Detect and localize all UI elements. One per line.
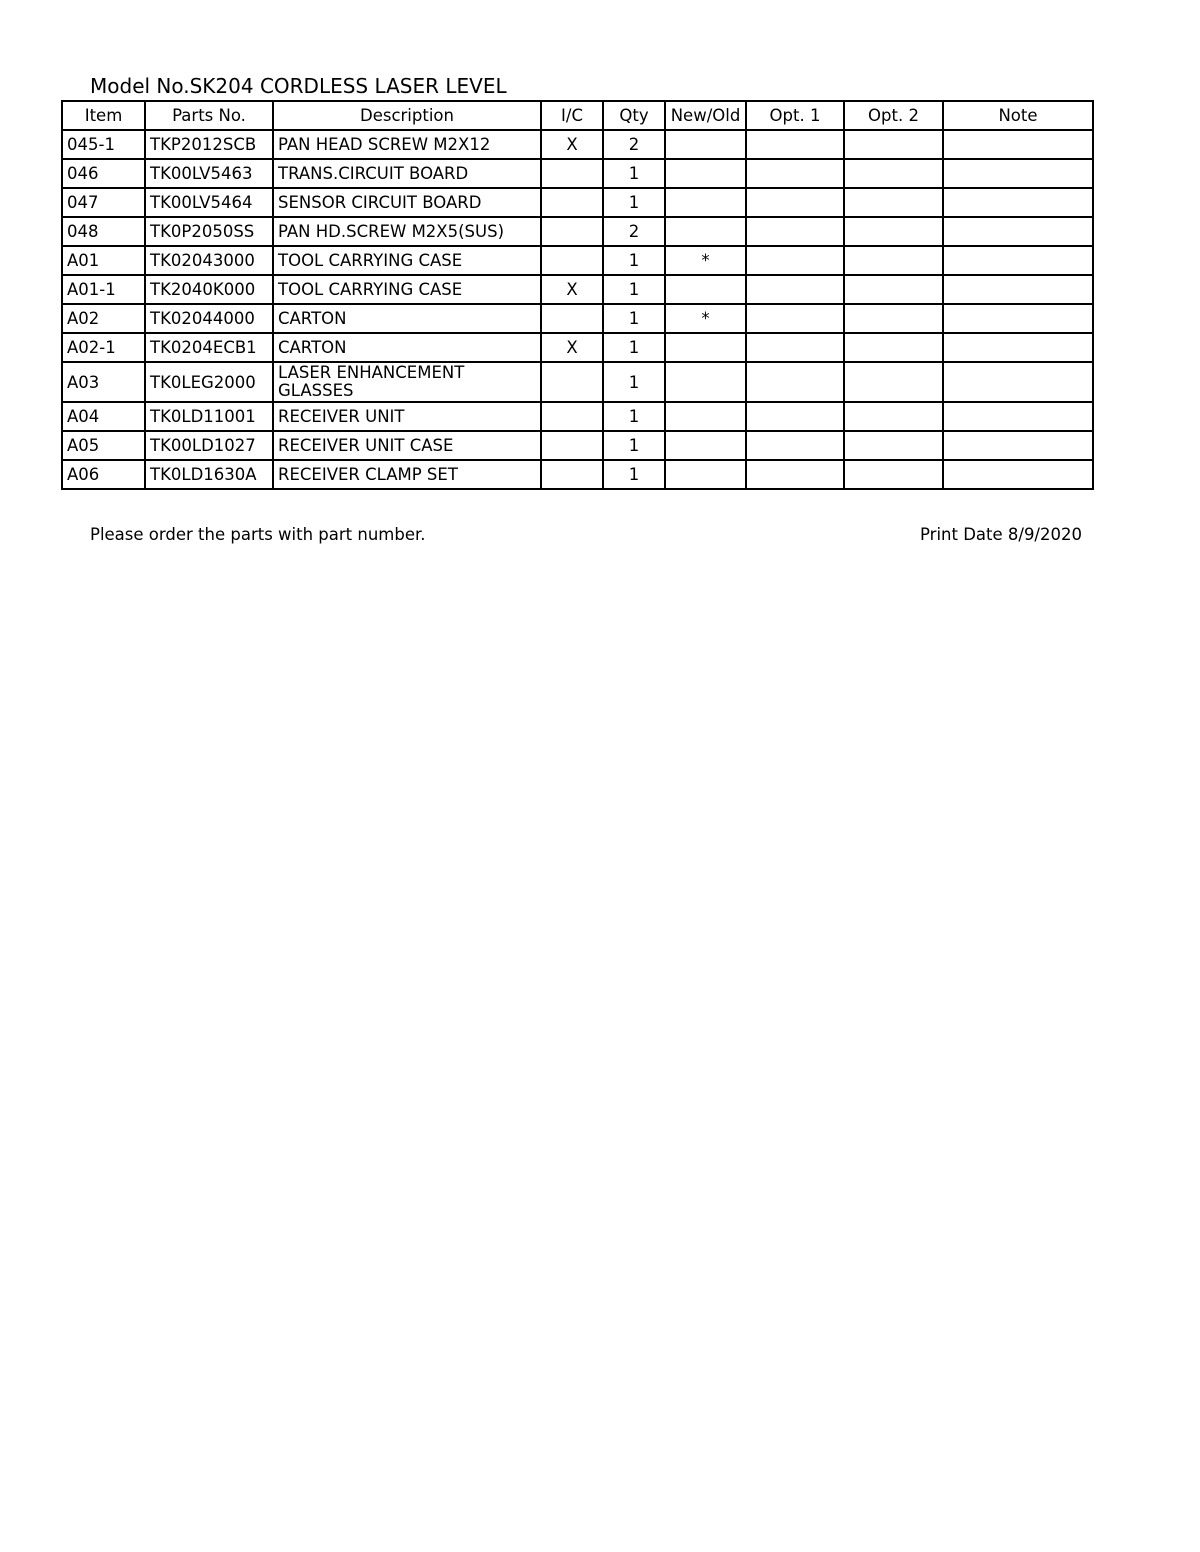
cell-parts-no: TK0P2050SS [145,217,273,246]
cell-opt2 [844,362,943,402]
cell-note [943,304,1093,333]
cell-item: 048 [62,217,145,246]
cell-new-old [665,275,746,304]
cell-opt1 [746,130,844,159]
order-note: Please order the parts with part number. [90,525,426,544]
cell-qty: 1 [603,402,665,431]
cell-note [943,333,1093,362]
cell-description: TRANS.CIRCUIT BOARD [273,159,541,188]
header-description: Description [273,101,541,130]
cell-ic [541,402,603,431]
cell-opt2 [844,246,943,275]
cell-item: 047 [62,188,145,217]
cell-new-old: * [665,304,746,333]
header-opt2: Opt. 2 [844,101,943,130]
cell-qty: 1 [603,304,665,333]
table-row [62,217,1093,246]
cell-item: A03 [62,362,145,402]
cell-opt2 [844,431,943,460]
cell-qty: 1 [603,275,665,304]
cell-opt1 [746,246,844,275]
cell-item: A05 [62,431,145,460]
cell-new-old [665,130,746,159]
cell-parts-no: TK0204ECB1 [145,333,273,362]
cell-note [943,460,1093,489]
cell-new-old [665,159,746,188]
cell-ic: X [541,333,603,362]
cell-description: CARTON [273,333,541,362]
cell-ic [541,431,603,460]
header-opt1: Opt. 1 [746,101,844,130]
cell-qty: 2 [603,130,665,159]
cell-note [943,362,1093,402]
table-row [62,333,1093,362]
cell-item: 045-1 [62,130,145,159]
cell-parts-no: TK0LD1630A [145,460,273,489]
cell-item: A01-1 [62,275,145,304]
cell-parts-no: TK0LD11001 [145,402,273,431]
cell-parts-no: TK02044000 [145,304,273,333]
cell-opt1 [746,304,844,333]
cell-note [943,275,1093,304]
table-row [62,130,1093,159]
cell-parts-no: TK00LD1027 [145,431,273,460]
cell-item: A01 [62,246,145,275]
cell-qty: 1 [603,188,665,217]
cell-new-old [665,217,746,246]
cell-description: RECEIVER UNIT [273,402,541,431]
table-row [62,188,1093,217]
header-note: Note [943,101,1093,130]
cell-new-old [665,460,746,489]
cell-opt1 [746,431,844,460]
cell-description: TOOL CARRYING CASE [273,275,541,304]
cell-item: A02-1 [62,333,145,362]
cell-new-old [665,188,746,217]
header-qty: Qty [603,101,665,130]
cell-item: A06 [62,460,145,489]
cell-qty: 1 [603,362,665,402]
cell-new-old [665,333,746,362]
cell-opt1 [746,188,844,217]
cell-item: A04 [62,402,145,431]
cell-opt2 [844,217,943,246]
cell-qty: 1 [603,246,665,275]
cell-note [943,159,1093,188]
header-parts-no: Parts No. [145,101,273,130]
cell-ic [541,460,603,489]
cell-opt2 [844,188,943,217]
header-new-old: New/Old [665,101,746,130]
cell-opt1 [746,275,844,304]
cell-new-old [665,431,746,460]
parts-table [61,100,1094,490]
table-row [62,246,1093,275]
cell-ic [541,217,603,246]
table-row [62,159,1093,188]
cell-parts-no: TK2040K000 [145,275,273,304]
cell-note [943,130,1093,159]
cell-new-old [665,362,746,402]
cell-description: SENSOR CIRCUIT BOARD [273,188,541,217]
cell-qty: 2 [603,217,665,246]
cell-description: RECEIVER UNIT CASE [273,431,541,460]
cell-parts-no: TK02043000 [145,246,273,275]
cell-ic: X [541,130,603,159]
cell-parts-no: TK00LV5463 [145,159,273,188]
cell-qty: 1 [603,431,665,460]
cell-item: A02 [62,304,145,333]
cell-description: LASER ENHANCEMENT GLASSES [273,362,541,402]
cell-opt1 [746,460,844,489]
cell-opt2 [844,275,943,304]
cell-qty: 1 [603,333,665,362]
cell-ic [541,362,603,402]
print-date: Print Date 8/9/2020 [920,525,1082,544]
cell-note [943,402,1093,431]
cell-opt1 [746,159,844,188]
cell-ic [541,188,603,217]
cell-ic [541,246,603,275]
cell-opt1 [746,362,844,402]
table-row [62,431,1093,460]
cell-qty: 1 [603,159,665,188]
cell-opt2 [844,304,943,333]
cell-opt1 [746,333,844,362]
cell-description: CARTON [273,304,541,333]
cell-opt2 [844,402,943,431]
table-row [62,362,1093,402]
cell-opt2 [844,159,943,188]
table-row [62,275,1093,304]
cell-note [943,246,1093,275]
cell-qty: 1 [603,460,665,489]
header-ic: I/C [541,101,603,130]
cell-new-old [665,402,746,431]
cell-ic [541,159,603,188]
table-row [62,402,1093,431]
cell-opt2 [844,460,943,489]
table-row [62,304,1093,333]
cell-description: TOOL CARRYING CASE [273,246,541,275]
cell-opt1 [746,402,844,431]
cell-opt2 [844,130,943,159]
cell-note [943,431,1093,460]
cell-note [943,217,1093,246]
cell-parts-no: TK00LV5464 [145,188,273,217]
table-header-row [62,101,1093,130]
cell-ic: X [541,275,603,304]
cell-description: PAN HEAD SCREW M2X12 [273,130,541,159]
page-title: Model No.SK204 CORDLESS LASER LEVEL [90,74,507,98]
cell-description: RECEIVER CLAMP SET [273,460,541,489]
cell-ic [541,304,603,333]
header-item: Item [62,101,145,130]
cell-opt1 [746,217,844,246]
cell-parts-no: TKP2012SCB [145,130,273,159]
cell-parts-no: TK0LEG2000 [145,362,273,402]
cell-opt2 [844,333,943,362]
cell-note [943,188,1093,217]
cell-new-old: * [665,246,746,275]
cell-description: PAN HD.SCREW M2X5(SUS) [273,217,541,246]
cell-item: 046 [62,159,145,188]
table-row [62,460,1093,489]
